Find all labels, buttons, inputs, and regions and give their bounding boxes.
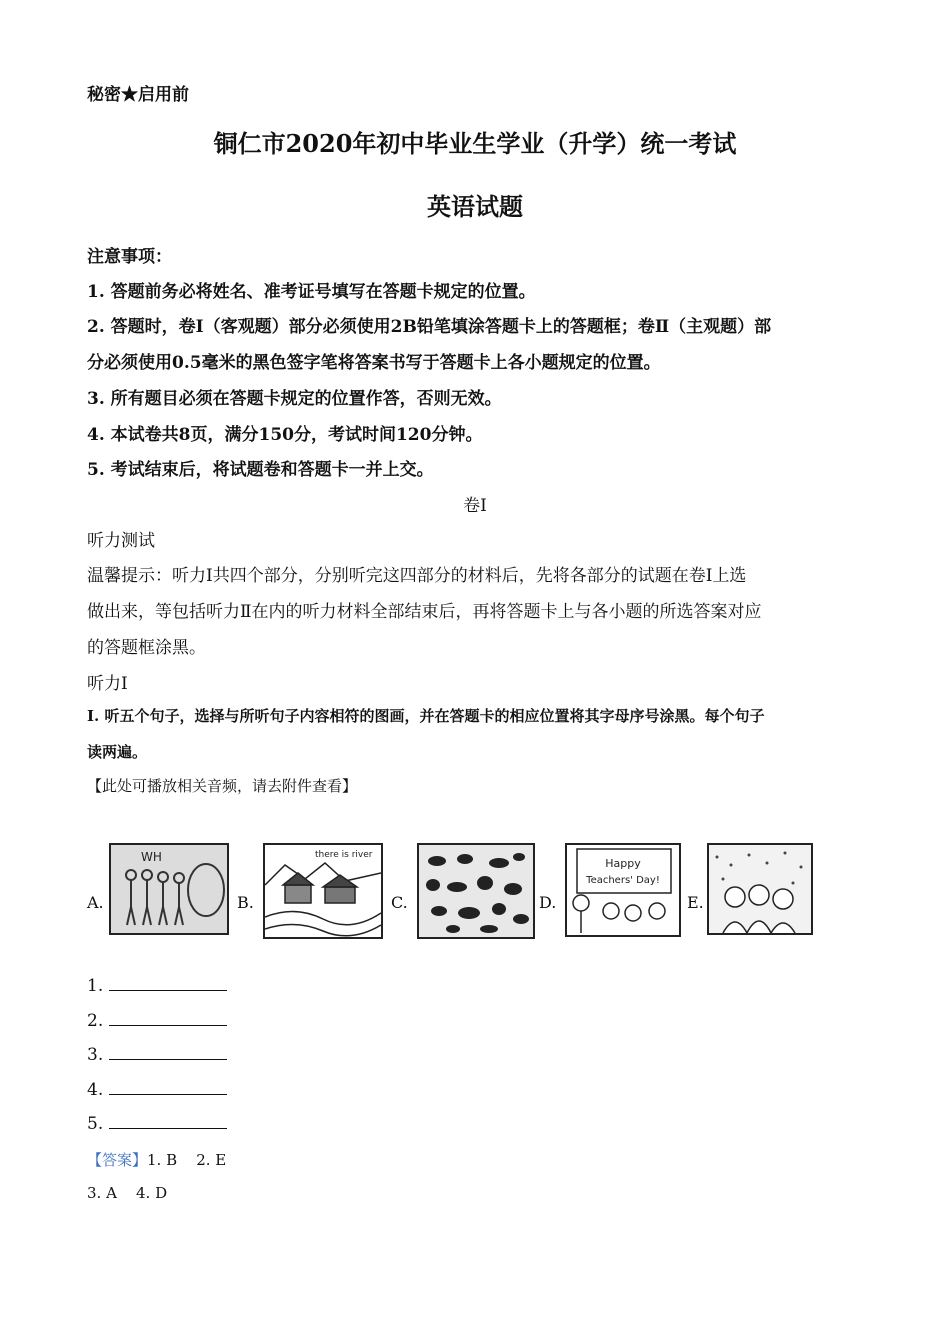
picture-label: A. [87,893,104,912]
exam-title: 铜仁市2020年初中毕业生学业（升学）统一考试 [213,129,737,158]
question-line [87,1011,227,1031]
part-title: 听力Ⅰ [87,674,128,694]
picture-caption: WH [141,850,162,864]
question-number: 4. [87,1080,104,1100]
people-queue-drawing [109,843,229,935]
picture-label: D. [539,893,557,912]
svg-text:Teachers' Day!: Teachers' Day! [586,875,660,886]
animals-drawing [417,843,535,939]
answer-blank[interactable] [109,976,227,991]
question-line [87,1080,227,1100]
answer-blank[interactable] [109,1114,227,1129]
question-number: 1. [87,976,104,996]
picture-label: E. [687,893,704,912]
picture-caption: there is river [315,850,373,860]
tip-line: 做出来，等包括听力Ⅱ在内的听力材料全部结束后，再将答题卡上与各小题的所选答案对应 [87,602,762,622]
note-item: 分必须使用0.5毫米的黑色签字笔将答案书写于答题卡上各小题规定的位置。 [87,353,661,373]
notes-heading: 注意事项： [87,247,172,267]
note-item: 5. 考试结束后，将试题卷和答题卡一并上交。 [87,460,434,480]
picture-label: B. [237,893,254,912]
question-number: 3. [87,1045,104,1065]
picture-label: C. [391,893,408,912]
note-item: 3. 所有题目必须在答题卡规定的位置作答，否则无效。 [87,389,502,409]
listening-title: 听力测试 [87,531,155,551]
instruction-line: 读两遍。 [87,743,148,761]
teachers-day-drawing [565,843,681,937]
snow-children-drawing [707,843,813,935]
question-number: 2. [87,1011,104,1031]
secret-mark: 秘密★启用前 [87,85,189,105]
tip-line: 温馨提示：听力Ⅰ共四个部分，分别听完这四部分的材料后，先将各部分的试题在卷Ⅰ上选 [87,566,747,586]
answer-blank[interactable] [109,1080,227,1095]
village-landscape-drawing [263,843,383,939]
answer-text: 1. B 2. E [147,1151,227,1169]
question-number: 5. [87,1114,104,1134]
instruction-line: Ⅰ. 听五个句子，选择与所听句子内容相符的图画，并在答题卡的相应位置将其字母序号涂黑。每个句子 [87,707,765,725]
answer-blank[interactable] [109,1011,227,1026]
exam-subtitle: 英语试题 [427,192,523,221]
audio-note: 【此处可播放相关音频，请去附件查看】 [87,777,358,795]
question-line [87,1045,227,1065]
volume-heading: 卷Ⅰ [463,496,487,516]
note-item: 4. 本试卷共8页，满分150分，考试时间120分钟。 [87,425,483,445]
note-item: 1. 答题前务必将姓名、准考证号填写在答题卡规定的位置。 [87,282,536,302]
answer-line [87,1149,226,1170]
note-item: 2. 答题时，卷Ⅰ（客观题）部分必须使用2B铅笔填涂答题卡上的答题框；卷Ⅱ（主观题）部 [87,317,772,337]
answer-tag: 【答案】 [87,1151,148,1169]
question-line [87,1114,227,1134]
tip-line: 的答题框涂黑。 [87,638,206,658]
answer-blank[interactable] [109,1045,227,1060]
answer-text: 3. A 4. D [87,1184,168,1202]
svg-text:Happy: Happy [605,857,641,870]
question-line [87,976,227,996]
picture-options [87,843,827,943]
